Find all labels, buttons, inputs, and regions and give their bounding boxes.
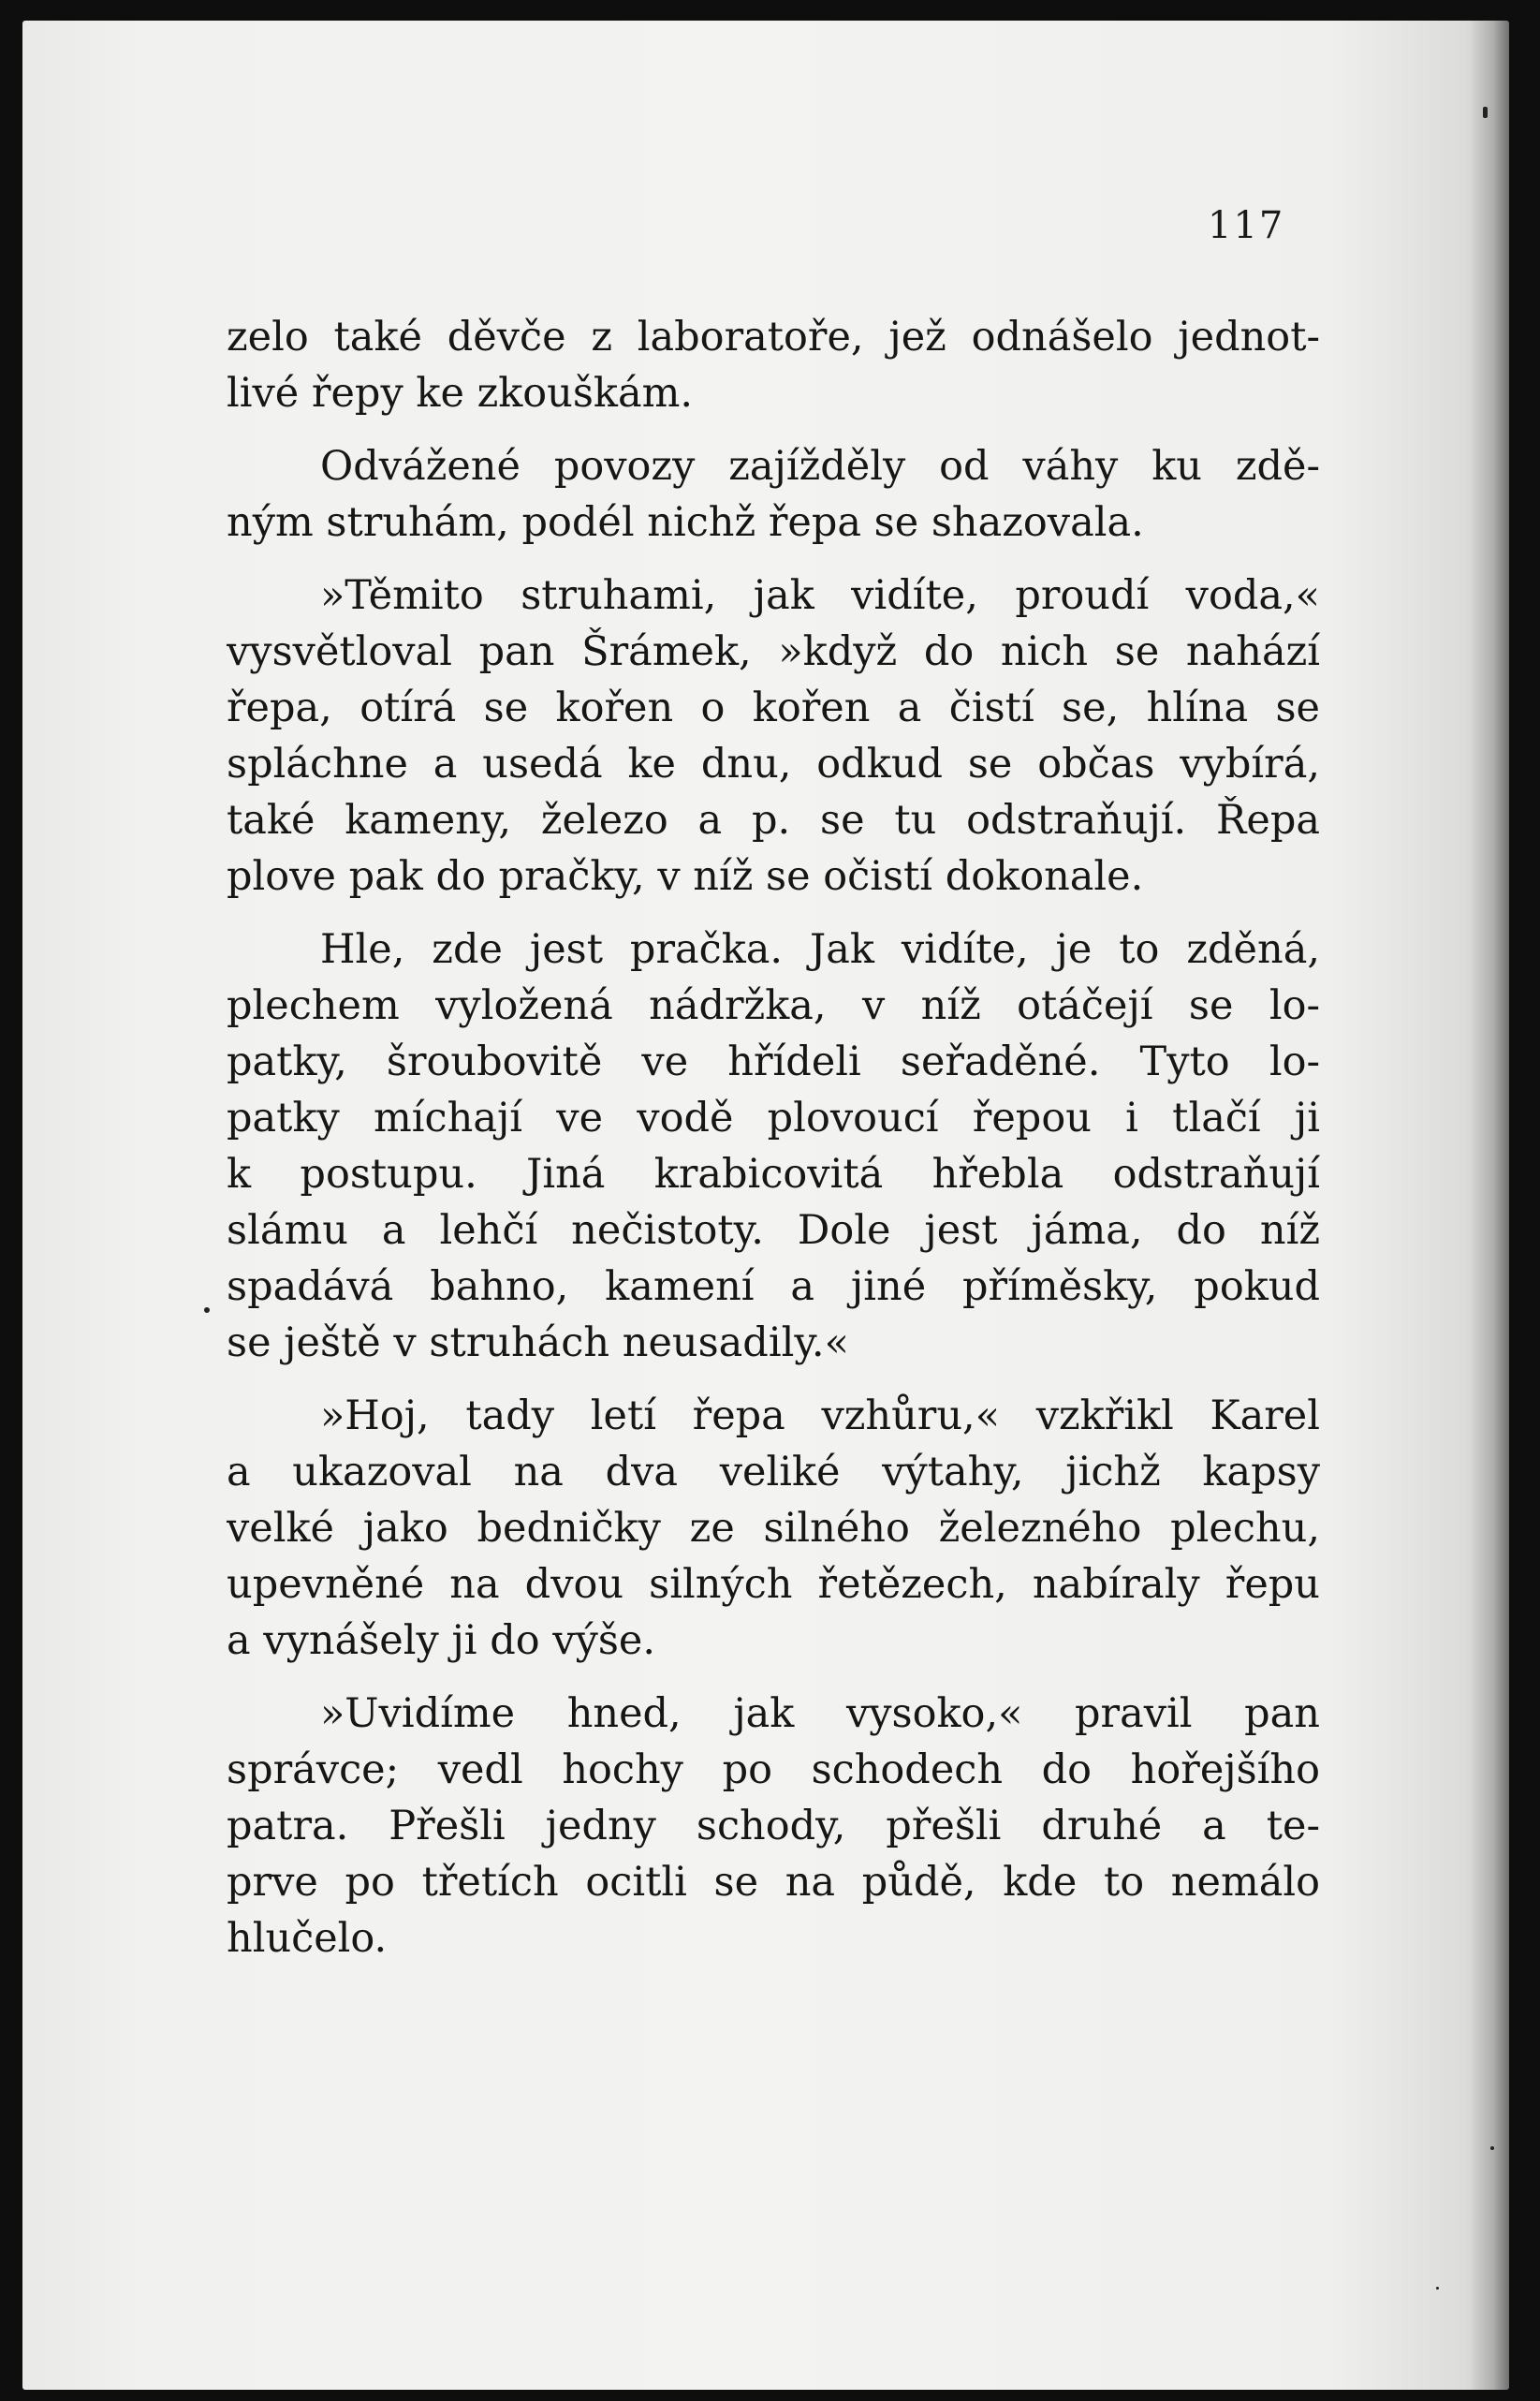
text-line: a ukazoval na dva veliké výtahy, jichž kapsy <box>227 1449 1320 1495</box>
text-line: plove pak do pračky, v níž se očistí dokonale. <box>227 853 1144 900</box>
text-line: a vynášely ji do výše. <box>227 1617 656 1664</box>
page-number: 117 <box>1208 204 1285 247</box>
paragraph-gap <box>227 905 1320 921</box>
text-line: Hle, zde jest pračka. Jak vidíte, je to zděná, <box>320 926 1320 973</box>
text-line: Odvážené povozy zajížděly od váhy ku zdě- <box>320 443 1320 490</box>
text-line: spadává bahno, kamení a jiné příměsky, pokud <box>227 1263 1320 1310</box>
paragraph-gap <box>227 551 1320 567</box>
scan-speck <box>1490 2146 1494 2150</box>
text-line: vysvětloval pan Šrámek, »když do nich se nahází <box>227 628 1320 675</box>
text-line: patky míchají ve vodě plovoucí řepou i tlačí ji <box>227 1095 1320 1142</box>
scan-speck <box>1483 107 1488 118</box>
text-line: ným struhám, podél nichž řepa se shazovala. <box>227 499 1144 546</box>
paragraph-gap <box>227 421 1320 438</box>
text-line: velké jako bedničky ze silného železného plechu, <box>227 1505 1320 1552</box>
text-line: upevněné na dvou silných řetězech, nabíraly řepu <box>227 1561 1320 1608</box>
text-line: plechem vyložená nádržka, v níž otáčejí se lo- <box>227 982 1320 1029</box>
text-line: »Uvidíme hned, jak vysoko,« pravil pan <box>320 1690 1320 1737</box>
scan-speck <box>1436 2287 1439 2290</box>
text-line: livé řepy ke zkouškám. <box>227 370 694 417</box>
text-line: hlučelo. <box>227 1915 388 1962</box>
body-text <box>227 309 1320 1966</box>
scan-speck <box>204 1307 210 1313</box>
text-line: se ještě v struhách neusadily.« <box>227 1319 849 1366</box>
text-line: prve po třetích ocitli se na půdě, kde to nemálo <box>227 1859 1320 1906</box>
text-line: k postupu. Jiná krabicovitá hřebla odstraňují <box>227 1151 1320 1198</box>
paragraph-gap <box>227 1669 1320 1686</box>
page-edge-shadow <box>1470 21 1509 2390</box>
text-line: patky, šroubovitě ve hřídeli seřaděné. Tyto lo- <box>227 1038 1320 1085</box>
text-line: správce; vedl hochy po schodech do hořejšího <box>227 1746 1320 1793</box>
text-line: zelo také děvče z laboratoře, jež odnášelo jednot- <box>227 314 1320 361</box>
text-line: patra. Přešli jedny schody, přešli druhé a te- <box>227 1803 1320 1849</box>
text-line: také kameny, železo a p. se tu odstraňují. Řepa <box>227 797 1320 844</box>
text-line: spláchne a usedá ke dnu, odkud se občas vybírá, <box>227 741 1320 788</box>
text-line: slámu a lehčí nečistoty. Dole jest jáma, do níž <box>227 1207 1320 1254</box>
paragraph-gap <box>227 1371 1320 1388</box>
text-line: řepa, otírá se kořen o kořen a čistí se, hlína se <box>227 685 1320 731</box>
text-line: »Těmito struhami, jak vidíte, proudí voda,« <box>320 572 1320 619</box>
book-page <box>22 21 1509 2390</box>
text-line: »Hoj, tady letí řepa vzhůru,« vzkřikl Karel <box>320 1392 1320 1439</box>
